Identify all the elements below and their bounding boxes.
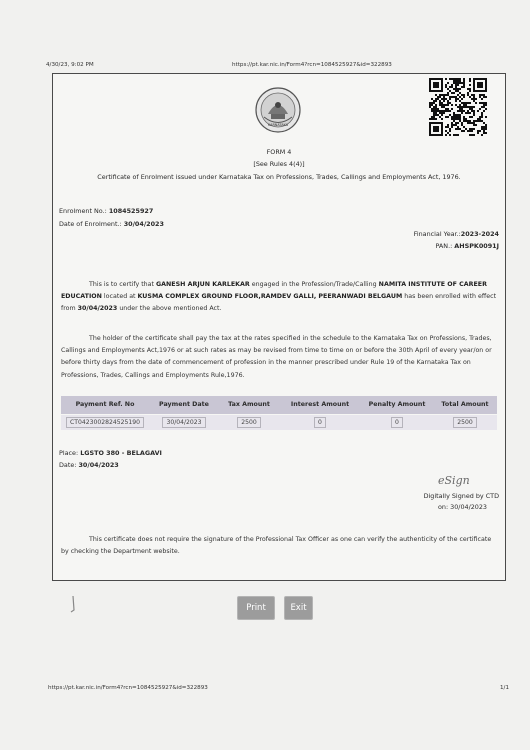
- col-payment-ref: Payment Ref. No: [75, 401, 135, 408]
- interest-amount-value: 0: [314, 417, 326, 428]
- tax-amount-value: 2500: [237, 417, 261, 428]
- place: [59, 450, 162, 456]
- karnataka-seal-icon: [254, 86, 302, 134]
- table-row: [61, 415, 497, 430]
- payment-date-value: 30/04/2023: [162, 417, 205, 428]
- print-url: https://pt.kar.nic.in/Form4?rcn=1084525927&id=322893: [232, 62, 392, 68]
- certify-text-1: This is to certify that: [89, 281, 156, 288]
- certify-text-4: has been enrolled with effect: [402, 293, 497, 301]
- table-header-row: [61, 396, 497, 414]
- holder-line-1: The holder of the certificate shall pay the tax at the rates specified in the schedule to the Karnataka Tax on Professions, Trades,: [89, 335, 492, 342]
- place-date: [59, 462, 119, 468]
- form-rules: [See Rules 4(4)]: [253, 160, 305, 168]
- place-label: Place:: [59, 449, 79, 457]
- penalty-amount-value: 0: [391, 417, 403, 428]
- cell-payment-ref: [61, 415, 149, 430]
- enrolment-no: [59, 208, 153, 214]
- holder-line-4: Professions, Trades, Callings and Employments Rule,1976.: [61, 371, 245, 379]
- form-title: FORM 4: [266, 148, 292, 156]
- payment-table: [61, 396, 497, 430]
- holder-paragraph: [61, 333, 497, 382]
- pen-mark-icon: [68, 594, 78, 614]
- col-payment-date: Payment Date: [159, 401, 209, 408]
- certify-text-3: located at: [101, 293, 138, 301]
- enrolment-date: [59, 221, 164, 227]
- financial-year-label: Financial Year.:: [413, 230, 461, 238]
- institute-name-b: EDUCATION: [61, 293, 102, 301]
- enrolment-no-value: 1084525927: [108, 207, 154, 215]
- page-number: 1/1: [500, 685, 510, 691]
- pan: [435, 243, 499, 249]
- print-button[interactable]: Print: [237, 596, 275, 620]
- qr-code-icon: [429, 78, 487, 136]
- note-paragraph: [61, 534, 497, 558]
- pan-value: AHSPK0091J: [454, 242, 499, 250]
- certificate-frame: [52, 73, 506, 581]
- col-total-amount: Total Amount: [441, 401, 489, 408]
- total-amount-value: 2500: [453, 417, 477, 428]
- certify-text-6: under the above mentioned Act.: [117, 305, 222, 313]
- place-date-label: Date:: [59, 461, 77, 469]
- note-line-1: This certificate does not require the signature of the Professional Tax Officer as one can verify the authenticity of the certificate: [89, 536, 492, 543]
- financial-year: [414, 231, 499, 237]
- esign-logo: eSign: [438, 474, 470, 487]
- col-penalty-amount: Penalty Amount: [368, 401, 426, 408]
- signature-date: on: 30/04/2023: [438, 503, 487, 511]
- footer-url: https://pt.kar.nic.in/Form4?rcn=1084525927&id=322893: [48, 685, 208, 691]
- institute-name-a: NAMITA INSTITUTE OF CAREER: [378, 281, 487, 288]
- place-value: LGSTO 380 - BELAGAVI: [80, 449, 162, 457]
- business-location: KUSMA COMPLEX GROUND FLOOR,RAMDEV GALLI, PEERANWADI BELGAUM: [137, 293, 403, 301]
- place-date-value: 30/04/2023: [78, 461, 119, 469]
- enrolment-date-label: Date of Enrolment.:: [59, 220, 122, 228]
- form-subtitle: Certificate of Enrolment issued under Karnataka Tax on Professions, Trades, Callings and Employments Act, 1976.: [97, 173, 461, 181]
- certify-paragraph: [61, 279, 497, 316]
- cell-interest-amount: [279, 415, 361, 430]
- holder-line-2: Callings and Employments Act,1976 or at such rates as may be revised from time to time on or before the 30th April of every year/on or: [61, 347, 492, 355]
- svg-text:KARNATAKA: KARNATAKA: [267, 123, 289, 127]
- certify-text-2: engaged in the Profession/Trade/Calling: [249, 281, 379, 288]
- cell-penalty-amount: [361, 415, 433, 430]
- print-datetime: 4/30/23, 9:02 PM: [46, 62, 94, 68]
- exit-button[interactable]: Exit: [284, 596, 313, 620]
- enrolment-date-value: 30/04/2023: [123, 220, 164, 228]
- pan-label: PAN.:: [435, 242, 453, 250]
- holder-name: GANESH ARJUN KARLEKAR: [156, 281, 250, 288]
- effect-date: 30/04/2023: [77, 305, 118, 313]
- payment-ref-value: CT0423002824525190: [66, 417, 144, 428]
- cell-payment-date: [149, 415, 219, 430]
- note-line-2: by checking the Department website.: [61, 548, 180, 556]
- col-interest-amount: Interest Amount: [290, 401, 350, 408]
- holder-line-3: before thirty days from the date of commencement of profession in the manner prescribed under Rule 19 of the Karnataka Tax on: [61, 359, 471, 367]
- digital-signature: Digitally Signed by CTD: [423, 492, 499, 500]
- cell-tax-amount: [219, 415, 279, 430]
- col-tax-amount: Tax Amount: [228, 401, 270, 408]
- enrolment-no-label: Enrolment No.:: [59, 207, 107, 215]
- financial-year-value: 2023-2024: [460, 230, 499, 238]
- cell-total-amount: [433, 415, 497, 430]
- certify-text-5: from: [61, 305, 78, 313]
